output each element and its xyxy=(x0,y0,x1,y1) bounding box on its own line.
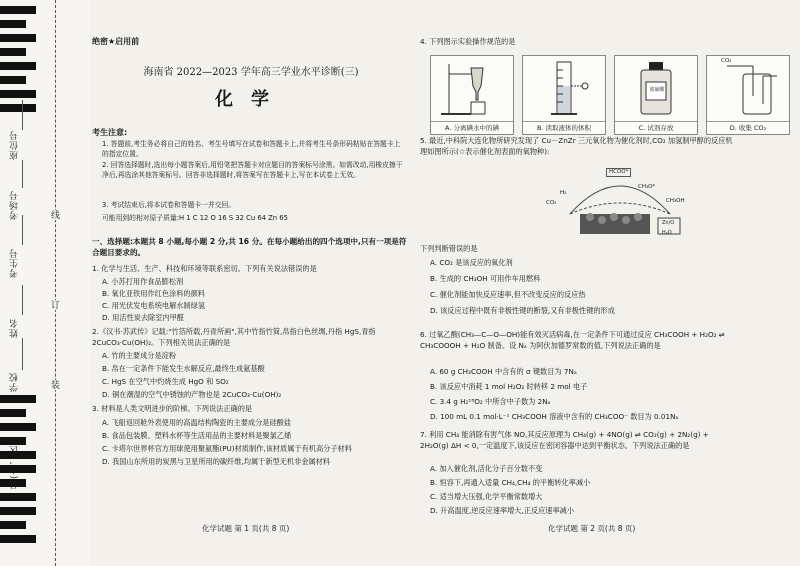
figure-a xyxy=(430,55,514,135)
fill-line-exam-no[interactable] xyxy=(22,215,23,245)
room-label: 考场号 xyxy=(10,190,20,220)
question-7: 7. 利用 CH₄ 能消除有害气体 NO,其反应原理为 CH₄(g) + 4NO(g) ⇌ CO₂(g) + 2N₂(g) + 2H₂O(g) ΔH < 0,一定温度下,该反应在密闭容器中达到平衡状态。下列说法正确的是 xyxy=(420,430,709,450)
question-2: 2.《汉书·苏武传》记载:"竹箔所载,丹青所画",其中竹指竹简,帛指白色丝绸,丹指 HgS,青指 2CuCO₃·Cu(OH)₂。下列相关说法正确的是 xyxy=(92,327,376,347)
q2-option-a: A. 竹的主要成分是淀粉 xyxy=(102,351,177,360)
binding-strip xyxy=(0,0,90,566)
q5-option-b: B. 生成的 CH₃OH 可用作车用燃料 xyxy=(430,274,541,283)
secret-label: 绝密★启用前 xyxy=(92,37,140,46)
fill-line-room[interactable] xyxy=(22,160,23,188)
q4-figures xyxy=(430,55,790,135)
city-label: 县(市、区) xyxy=(10,440,20,490)
bottle-label: 浓硫酸 xyxy=(649,87,665,93)
note-3: 3. 考试结束后,将本试卷和答题卡一并交回。 xyxy=(102,201,236,209)
q6-option-c: C. 3.4 g H₂¹⁸O₂ 中所含中子数为 2Nₐ xyxy=(430,397,551,406)
exam-title: 海南省 2022—2023 学年高三学业水平诊断(三) xyxy=(143,67,359,78)
q2-option-c: C. HgS 在空气中灼烧生成 HgO 和 SO₂ xyxy=(102,377,229,386)
fill-line-seat[interactable] xyxy=(22,100,23,130)
q3-option-b: B. 食品包装膜、塑料水杯等生活用品的主要材料是聚氯乙烯 xyxy=(102,431,292,440)
graduated-cylinder-icon xyxy=(523,56,607,120)
fill-line-school[interactable] xyxy=(22,338,23,370)
q5-option-c: C. 催化剂能加快反应速率,但不改变反应的反应热 xyxy=(430,290,586,299)
q1-option-d: D. 用活性炭去除室内甲醛 xyxy=(102,313,184,322)
note-2: 2. 回答选择题时,选出每小题答案后,用铅笔把答题卡对应题目的答案标号涂黑。如需改动,用橡皮擦干净后,再选涂其他答案标号。回答非选择题时,将答案写在答题卡上,写在本试卷上无效。 xyxy=(102,161,403,179)
gas-collection-icon xyxy=(707,56,791,120)
q3-option-d: D. 我国山东所用的炭黑与卫星所用的碳纤维,均属于新型无机非金属材料 xyxy=(102,457,331,466)
notes-heading: 考生注意: xyxy=(92,128,128,137)
seat-label: 座位号 xyxy=(10,130,20,160)
binding-dashed-line xyxy=(55,0,56,566)
fill-line-name[interactable] xyxy=(22,285,23,315)
figure-c xyxy=(614,55,698,135)
figure-b xyxy=(522,55,606,135)
figure-c-caption: C. 试剂存放 xyxy=(615,121,697,132)
q3-option-c: C. 卡塔尔世界杯官方用球使用聚氨酯(PU)材质制作,该材质属于有机高分子材料 xyxy=(102,444,352,453)
figure-d-caption: D. 收集 CO₂ xyxy=(707,121,789,132)
binding-char-ding: 订 xyxy=(49,300,59,310)
left-page xyxy=(92,0,410,566)
q2-option-b: B. 帛在一定条件下能发生水解反应,最终生成氨基酸 xyxy=(102,364,265,373)
binding-char-zhuang: 线 xyxy=(49,210,59,220)
right-page xyxy=(420,0,792,566)
left-footer: 化学试题 第 1 页(共 8 页) xyxy=(202,524,290,533)
separatory-funnel-icon xyxy=(431,56,515,120)
note-1: 1. 答题前,考生务必将自己的姓名、考生号填写在试卷和答题卡上,并将考生号条形码粘贴在答题卡上的指定位置。 xyxy=(102,140,401,158)
label-ch3o: CH₃O* xyxy=(638,184,656,190)
question-4: 4. 下列图示实验操作规范的是 xyxy=(420,37,516,46)
question-5: 5. 最近,中科院大连化物所研究发现了 Cu－ZnZr 三元氧化物为催化剂时,CO₂ 加氢制甲醇的反应机理如图所示(☆表示催化剂表面的氧物种): xyxy=(420,136,733,156)
figure-d xyxy=(706,55,790,135)
question-3: 3. 材料是人类文明进步的阶梯。下列说法正确的是 xyxy=(92,404,253,413)
q7-option-d: D. 升高温度,逆反应速率增大,正反应速率减小 xyxy=(430,506,575,515)
figure-b-caption: B. 读取液体的体积 xyxy=(523,121,605,132)
q5-option-a: A. CO₂ 是该反应的氧化剂 xyxy=(430,258,513,267)
question-1: 1. 化学与生活、生产、科技和环境等联系密切。下列有关说法错误的是 xyxy=(92,264,317,273)
barcode-stripes-top xyxy=(0,6,36,118)
label-co2: CO₂ xyxy=(546,200,557,206)
subject-title: 化学 xyxy=(215,89,287,110)
mechanism-diagram xyxy=(540,162,700,240)
label-h2: H₂ xyxy=(560,190,567,196)
q1-option-b: B. 氧化亚铁用作红色涂料的颜料 xyxy=(102,289,205,298)
binding-char-xian: 装 xyxy=(49,380,59,390)
question-6: 6. 过氧乙酸(CH₃—C—O—OH)能有效灭活病毒,在一定条件下可通过反应 CH₃COOH + H₂O₂ ⇌ CH₃COOOH + H₂O 制备。设 Nₐ 为阿伏加德罗常数的值,下列说法正确的是 xyxy=(420,330,725,350)
q2-option-d: D. 铜在潮湿的空气中锈蚀的产物也是 2CuCO₃·Cu(OH)₂ xyxy=(102,390,282,399)
atomic-masses: 可能用到的相对原子质量:H 1 C 12 O 16 S 32 Cu 64 Zn 65 xyxy=(102,214,288,222)
co2-label: CO₂ xyxy=(721,58,732,64)
section-heading: 一、选择题:本题共 8 小题,每小题 2 分,共 16 分。在每小题给出的四个选项中,只有一项是符合题目要求的。 xyxy=(92,237,407,258)
label-h2o: H₂O xyxy=(662,230,672,236)
q7-option-a: A. 加入催化剂,活化分子百分数不变 xyxy=(430,464,543,473)
q3-option-a: A. 飞船返回舱外表使用的高温结构陶瓷的主要成分是硅酸盐 xyxy=(102,418,292,427)
q1-option-c: C. 用光伏发电系统电解水制绿氢 xyxy=(102,301,206,310)
q5-option-d: D. 该反应过程中既有非极性键的断裂,又有非极性键的形成 xyxy=(430,306,615,315)
q1-option-a: A. 小苏打用作食品膨松剂 xyxy=(102,277,184,286)
q6-option-b: B. 该反应中消耗 1 mol H₂O₂ 时转移 2 mol 电子 xyxy=(430,382,588,391)
q6-option-a: A. 60 g CH₃COOH 中含有的 σ 键数目为 7Nₐ xyxy=(430,367,577,376)
q6-option-d: D. 100 mL 0.1 mol·L⁻¹ CH₃COOH 溶液中含有的 CH₃COO⁻ 数目为 0.01Nₐ xyxy=(430,412,679,421)
figure-a-caption: A. 分离碘水中的碘 xyxy=(431,121,513,132)
name-label: 姓名 xyxy=(10,318,20,338)
label-hcoo: HCOO* xyxy=(606,168,631,177)
right-footer: 化学试题 第 2 页(共 8 页) xyxy=(548,524,636,533)
q7-option-b: B. 恒容下,再通入适量 CH₄,CH₄ 的平衡转化率减小 xyxy=(430,478,591,487)
school-label: 学校 xyxy=(10,372,20,392)
label-ch3oh: CH₃OH xyxy=(666,198,685,204)
q7-option-c: C. 适当增大压强,化学平衡常数增大 xyxy=(430,492,543,501)
label-zno: Zn/O xyxy=(662,220,675,226)
question-5-sub: 下列判断错误的是 xyxy=(420,244,478,253)
exam-no-label: 考生号 xyxy=(10,248,20,278)
